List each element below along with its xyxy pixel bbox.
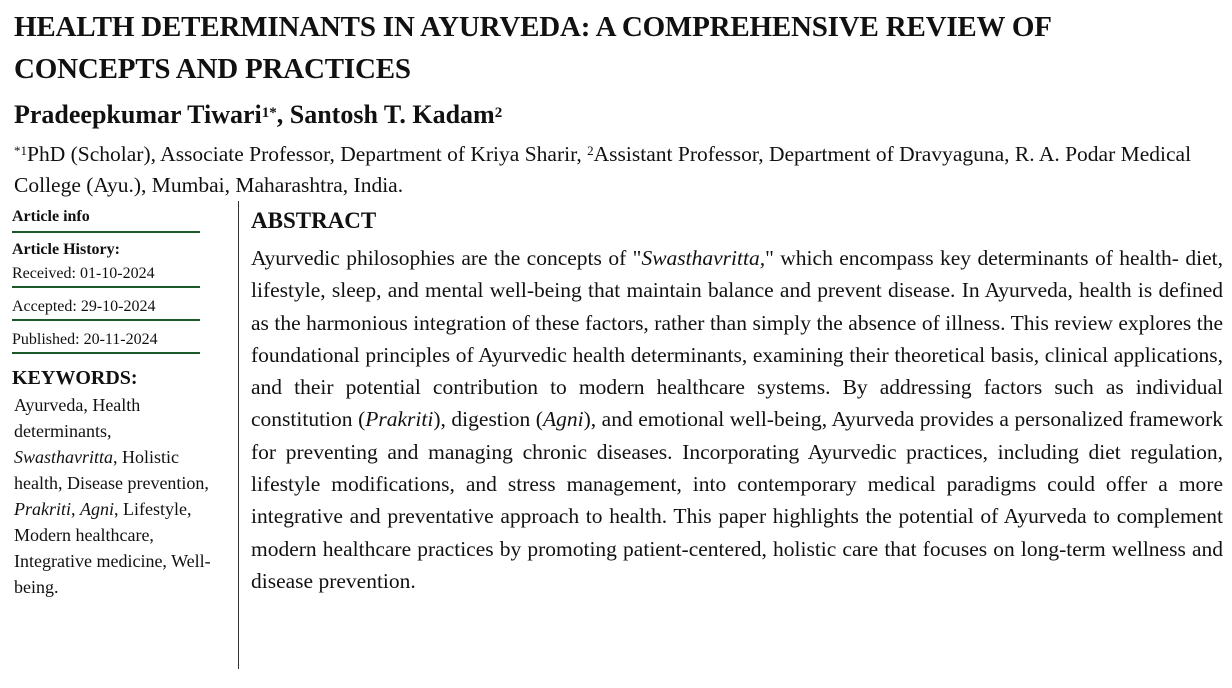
author-superscript: 1*	[261, 105, 277, 121]
abstract-heading: ABSTRACT	[251, 208, 377, 233]
column-divider	[238, 201, 239, 669]
keyword-text: , Holistic health, Disease prevention,	[14, 447, 209, 493]
history-row	[12, 239, 202, 263]
affiliation-superscript: *1	[14, 143, 27, 158]
paper-title: HEALTH DETERMINANTS IN AYURVEDA: A COMPREHENSIVE REVIEW OF CONCEPTS AND PRACTICES	[14, 11, 1051, 85]
divider	[12, 352, 200, 354]
author-superscript: 2	[494, 105, 503, 121]
author-list	[14, 96, 1214, 132]
divider	[12, 319, 200, 321]
article-info-heading: Article info	[12, 208, 90, 225]
divider	[12, 231, 200, 233]
author-name: Santosh T. Kadam	[289, 100, 495, 129]
author-affiliation	[14, 135, 1224, 201]
article-history-heading: Article History:	[12, 241, 120, 258]
author-separator: ,	[276, 100, 290, 129]
affiliation-text: PhD (Scholar), Associate Professor, Department of Kriya Sharir,	[27, 142, 588, 166]
history-row	[12, 329, 202, 362]
keyword-text-italic: Prakriti	[14, 499, 71, 519]
history-row	[12, 296, 202, 329]
abstract-text-italic: Prakriti	[365, 407, 434, 432]
abstract-text: " which encompass key determinants of health- diet, lifestyle, sleep, and mental well-being that maintain balance and prevent disease. In Ayurveda, health is defined as the harmonious integration of these factors, rather than simply the absence of illness. This review explores the foundational principles of Ayurvedic health determinants, examining their theoretical basis, clinical applications, and their potential contribution to modern healthcare systems. By addressing factors such as individual constitution (	[251, 246, 1224, 432]
keywords-heading: KEYWORDS:	[12, 367, 138, 389]
abstract-text: ), and emotional well-being, Ayurveda provides a personalized framework for preventing and managing chronic diseases. Incorporating Ayurvedic practices, including diet regulation, lifestyle modifications, and stress management, into contemporary medical paradigms could offer a more integrative and preventative approach to health. This paper highlights the potential of Ayurveda to complement modern healthcare practices by promoting patient-centered, holistic care that focuses on long-term wellness and disease prevention.	[251, 407, 1224, 593]
divider	[12, 286, 200, 288]
keywords-list	[12, 392, 214, 600]
abstract-text-italic: Swasthavritta,	[641, 246, 766, 270]
abstract-text-italic: Agni	[542, 407, 584, 432]
keyword-text: , Lifestyle, Modern healthcare, Integrative medicine, Well-being.	[14, 499, 211, 597]
history-row	[12, 263, 202, 296]
published-date: Published: 20-11-2024	[12, 331, 158, 348]
affiliation-superscript: 2	[587, 143, 594, 158]
received-date: Received: 01-10-2024	[12, 265, 155, 282]
article-info-sidebar	[12, 205, 211, 600]
author-name: Pradeepkumar Tiwari	[14, 100, 262, 129]
abstract-text: Ayurvedic philosophies are the concepts of "	[251, 246, 642, 270]
accepted-date: Accepted: 29-10-2024	[12, 298, 156, 315]
keyword-text: ,	[71, 499, 80, 519]
abstract-body	[251, 242, 1223, 597]
keyword-text-italic: Agni	[80, 499, 114, 519]
abstract-text: ), digestion (	[433, 407, 543, 432]
affiliation-text: Assistant Professor, Department of Dravyaguna, R. A. Podar Medical College (Ayu.), Mumbai, Maharashtra, India.	[14, 142, 1192, 197]
keyword-text: Ayurveda, Health determinants,	[14, 395, 141, 441]
keyword-text-italic: Swasthavritta	[14, 447, 114, 467]
